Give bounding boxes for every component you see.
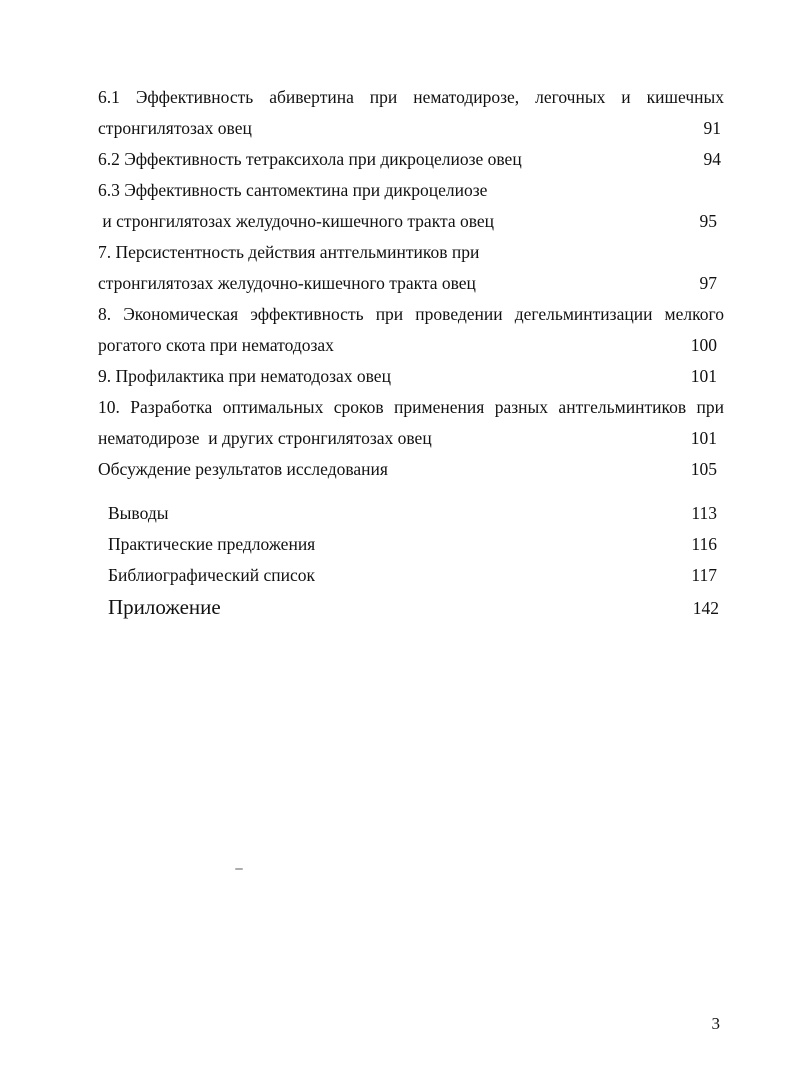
toc-entry-6-1-line-2: стронгилятозах овец: [98, 118, 252, 138]
scan-speck: [235, 868, 243, 870]
toc-entry-8-page: 100: [690, 335, 717, 355]
toc-entry-6-1-line-1: 6.1 Эффективность абивертина при нематодирозе, легочных и кишечных: [98, 87, 724, 107]
toc-entry-appendix-page: 142: [692, 598, 719, 618]
toc-entry-appendix: Приложение: [108, 595, 221, 619]
toc-entry-6-3-line-2: и стронгилятозах желудочно-кишечного тракта овец: [98, 211, 495, 231]
toc-entry-6-2-page: 94: [703, 149, 721, 169]
toc-entry-6-1-page: 91: [703, 118, 721, 138]
toc-entry-discussion: Обсуждение результатов исследования: [98, 459, 388, 479]
toc-entry-9-page: 101: [690, 366, 717, 386]
toc-entry-practical: Практические предложения: [108, 534, 316, 554]
toc-entry-8-line-1: 8. Экономическая эффективность при проведении дегельминтизации мелкого: [98, 304, 724, 324]
toc-entry-8-line-2: рогатого скота при нематодозах: [98, 335, 334, 355]
toc-entry-6-3-page: 95: [699, 211, 717, 231]
toc-entry-conclusions-page: 113: [691, 503, 717, 523]
toc-entry-9-line-1: 9. Профилактика при нематодозах овец: [98, 366, 391, 386]
toc-entry-practical-page: 116: [691, 534, 717, 554]
toc-entry-conclusions: Выводы: [108, 503, 169, 523]
toc-entry-bibliography: Библиографический список: [108, 565, 316, 585]
toc-entry-7-page: 97: [699, 273, 717, 293]
toc-entry-6-3-line-1: 6.3 Эффективность сантомектина при дикроцелиозе: [98, 180, 488, 200]
toc-entry-discussion-page: 105: [690, 459, 717, 479]
toc-entry-10-line-1: 10. Разработка оптимальных сроков применения разных антгельминтиков при: [98, 397, 724, 417]
toc-entry-7-line-2: стронгилятозах желудочно-кишечного тракта овец: [98, 273, 476, 293]
toc-entry-6-2-line-1: 6.2 Эффективность тетраксихола при дикроцелиозе овец: [98, 149, 522, 169]
toc-entry-10-page: 101: [690, 428, 717, 448]
toc-entry-10-line-2: нематодирозе и других стронгилятозах овец: [98, 428, 432, 448]
page-number: 3: [711, 1014, 720, 1033]
toc-entry-7-line-1: 7. Персистентность действия антгельминтиков при: [98, 242, 480, 262]
toc-entry-bibliography-page: 117: [691, 565, 717, 585]
